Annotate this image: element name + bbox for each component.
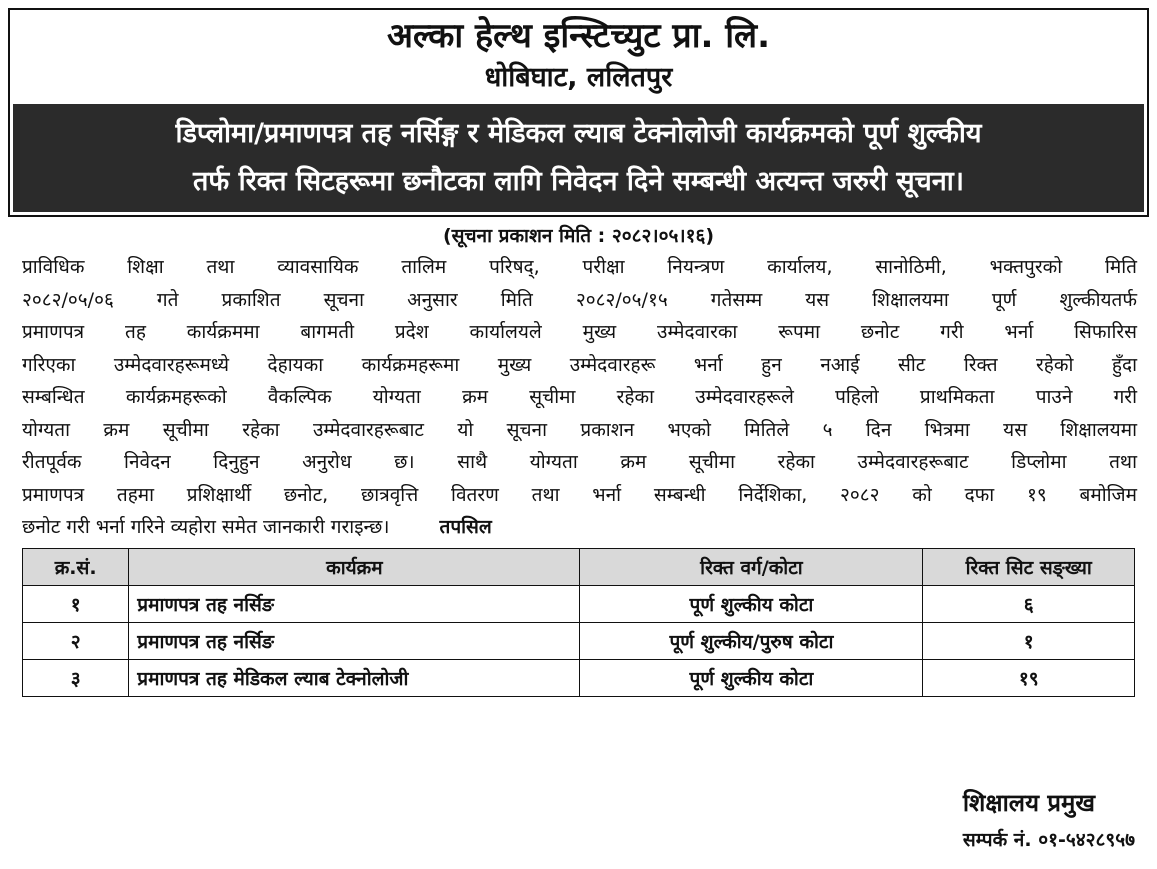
notice-banner [13,104,1144,212]
cell-seat-count: १ [923,622,1135,659]
signatory: शिक्षालय प्रमुख [962,789,1095,817]
vacancy-table [22,548,1135,697]
cell-quota: पूर्ण शुल्कीय/पुरुष कोटा [580,622,923,659]
cell-serial: १ [23,585,129,622]
cell-seat-count: ६ [923,585,1135,622]
header-serial: क्र.सं. [23,548,129,585]
body-line: २०८२/०५/०६ गते प्रकाशित सूचना अनुसार मिति २०८२/०५/१५ गतेसम्म यस शिक्षालयमा पूर्ण शुल्कीयतर्फ [22,288,1137,311]
body-last-line [8,511,1149,544]
cell-program: प्रमाणपत्र तह नर्सिङ [129,585,580,622]
cell-quota: पूर्ण शुल्कीय कोटा [580,585,923,622]
header-box [8,8,1149,217]
table-row [23,585,1135,622]
publication-date: (सूचना प्रकाशन मिति : २०८२।०५।१६) [442,225,715,247]
header-quota: रिक्त वर्ग/कोटा [580,548,923,585]
body-line: सम्बन्धित कार्यक्रमहरूको वैकल्पिक योग्यता क्रम सूचीमा रहेका उम्मेदवारहरूले पहिलो प्राथमिकता पाउने गरी [22,386,1137,408]
cell-program: प्रमाणपत्र तह नर्सिङ [129,622,580,659]
body-line: गरिएका उम्मेदवारहरूमध्ये देहायका कार्यक्रमहरूमा मुख्य उम्मेदवारहरू भर्ना हुन नआई सीट रिक्त रहेको हुँदा [22,353,1137,376]
body-line: रीतपूर्वक निवेदन दिनुहुन अनुरोध छ। साथै योग्यता क्रम सूचीमा रहेका उम्मेदवारहरूबाट डिप्लोमा तथा [22,451,1137,473]
tapasil-label: तपसिल [439,516,492,538]
table-row [23,622,1135,659]
header-seat-count: रिक्त सिट सङ्ख्या [923,548,1135,585]
body-line-text: छनोट गरी भर्ना गरिने व्यहोरा समेत जानकारी गराइन्छ। [22,516,390,538]
notice-body [8,251,1149,544]
table-row [23,659,1135,696]
institute-location: धोबिघाट, ललितपुर [484,62,673,93]
body-line: प्रमाणपत्र तह कार्यक्रममा बागमती प्रदेश कार्यालयले मुख्य उम्मेदवारका रूपमा छनोट गरी भर्ना सिफारिस [22,321,1137,343]
body-line: प्रमाणपत्र तहमा प्रशिक्षार्थी छनोट, छात्रवृत्ति वितरण तथा भर्ना सम्बन्धी निर्देशिका, २०८२ को दफा १९ बमोजिम [22,483,1137,506]
cell-program: प्रमाणपत्र तह मेडिकल ल्याब टेक्नोलोजी [129,659,580,696]
cell-serial: ३ [23,659,129,696]
cell-seat-count: १९ [923,659,1135,696]
cell-quota: पूर्ण शुल्कीय कोटा [580,659,923,696]
table-header-row [23,548,1135,585]
cell-serial: २ [23,622,129,659]
contact-number: सम्पर्क नं. ०१-५४२८९५७ [962,829,1135,851]
body-line: योग्यता क्रम सूचीमा रहेका उम्मेदवारहरूबाट यो सूचना प्रकाशन भएको मितिले ५ दिन भित्रमा यस शिक्षालयमा [22,418,1137,441]
header-program: कार्यक्रम [129,548,580,585]
banner-line-2: तर्फ रिक्त सिटहरूमा छनौटका लागि निवेदन दिने सम्बन्धी अत्यन्त जरुरी सूचना। [193,166,964,197]
institute-title: अल्का हेल्थ इन्स्टिच्युट प्रा. लि. [386,16,771,56]
banner-line-1: डिप्लोमा/प्रमाणपत्र तह नर्सिङ्ग र मेडिकल ल्याब टेक्नोलोजी कार्यक्रमको पूर्ण शुल्कीय [175,118,982,149]
body-line: प्राविधिक शिक्षा तथा व्यावसायिक तालिम परिषद्, परीक्षा नियन्त्रण कार्यालय, सानोठिमी, भक्तपुरको मिति [22,256,1137,278]
